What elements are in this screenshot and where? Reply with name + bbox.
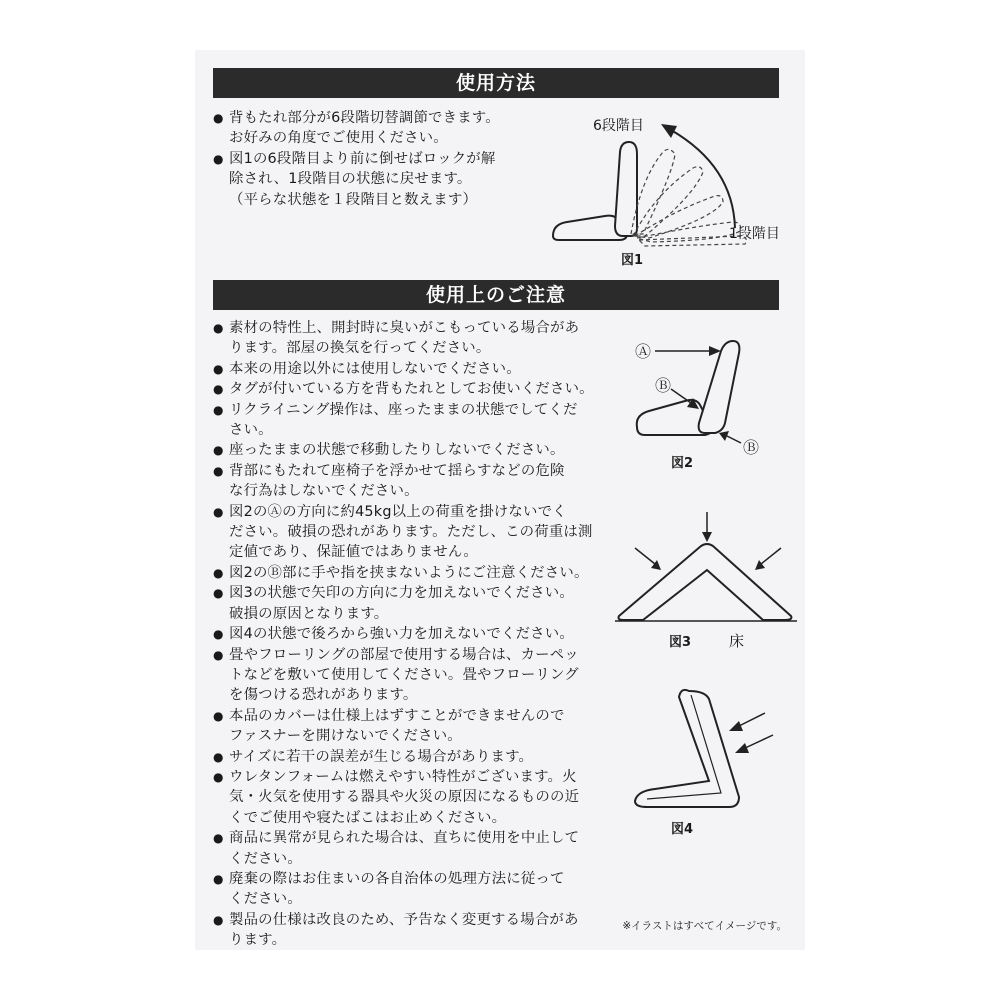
caution-line: 定値であり、保証値ではありません。 <box>229 544 478 561</box>
usage-line: 背もたれ部分が6段階切替調節できます。 <box>229 110 500 126</box>
caution-item <box>213 828 594 869</box>
bullet-icon: ● <box>213 831 224 846</box>
caution-item <box>213 910 594 951</box>
bullet-icon: ● <box>213 463 224 478</box>
caution-line: ください。 <box>229 891 302 908</box>
caution-item <box>213 461 594 502</box>
figure-3-drawing <box>613 508 803 658</box>
caution-item <box>213 440 594 460</box>
caution-line: を傷つける恐れがあります。 <box>229 687 418 704</box>
bullet-icon: ● <box>213 504 224 519</box>
bullet-icon: ● <box>213 708 224 723</box>
bullet-icon: ● <box>213 912 224 927</box>
bullet-icon: ● <box>213 443 224 458</box>
illustration-footnote: ※イラストはすべてイメージです。 <box>622 920 787 932</box>
caution-item <box>213 400 594 441</box>
caution-item <box>213 747 594 767</box>
caution-line: さい。 <box>229 422 273 439</box>
instruction-card <box>195 50 805 950</box>
caution-line: 図2のⒷ部に手や指を挟まないようにご注意ください。 <box>229 564 589 581</box>
caution-line: ります。 <box>229 932 287 949</box>
caution-item <box>213 359 594 379</box>
caution-list <box>213 318 594 951</box>
caution-line: 本来の用途以外には使用しないでください。 <box>229 360 521 377</box>
figure-1-label-1st-step: 1段階目 <box>729 226 780 242</box>
bullet-icon: ● <box>213 769 224 784</box>
bullet-icon: ● <box>213 627 224 642</box>
figure-1-drawing <box>545 118 795 268</box>
bullet-icon: ● <box>213 402 224 417</box>
caution-line: 座ったままの状態で移動したりしないでください。 <box>229 442 565 459</box>
figure-4 <box>625 685 785 840</box>
caution-item <box>213 645 594 706</box>
figure-2-caption: 図2 <box>671 456 694 471</box>
caution-line: 気・火気を使用する器具や火災の原因になるものの近 <box>229 789 580 806</box>
bullet-icon: ● <box>213 151 224 166</box>
figure-1-caption: 図1 <box>621 253 644 268</box>
caution-line: 図3の状態で矢印の方向に力を加えないでください。 <box>229 585 574 602</box>
caution-line: くでご使用や寝たばこはお止めください。 <box>229 809 507 826</box>
section-header-usage <box>213 68 779 98</box>
caution-line: 素材の特性上、開封時に臭いがこもっている場合があ <box>229 320 580 336</box>
caution-line: トなどを敷いて使用してください。畳やフローリング <box>229 666 579 683</box>
figure-1-label-6th-step: 6段階目 <box>593 118 644 134</box>
caution-line: 背部にもたれて座椅子を浮かせて揺らすなどの危険 <box>229 462 565 479</box>
bullet-icon: ● <box>213 647 224 662</box>
bullet-icon: ● <box>213 361 224 376</box>
caution-line: ウレタンフォームは燃えやすい特性がございます。火 <box>229 768 577 785</box>
caution-item <box>213 379 594 399</box>
usage-line: お好みの角度でご使用ください。 <box>229 130 448 147</box>
usage-line: （平らな状態を１段階目と数えます） <box>229 191 478 208</box>
caution-item <box>213 624 594 644</box>
caution-line: リクライニング操作は、座ったままの状態でしてくだ <box>229 401 578 418</box>
caution-line: 図4の状態で後ろから強い力を加えないでください。 <box>229 626 574 643</box>
caution-item <box>213 767 594 828</box>
caution-line: ファスナーを開けないでください。 <box>229 728 462 745</box>
bullet-icon: ● <box>213 321 224 335</box>
caution-item <box>213 563 594 583</box>
caution-line: タグが付いている方を背もたれとしてお使いください。 <box>229 381 594 398</box>
usage-line: 図1の6段階目より前に倒せばロックが解 <box>229 150 496 167</box>
bullet-icon: ● <box>213 382 224 397</box>
figure-4-caption: 図4 <box>671 822 694 837</box>
usage-item <box>213 108 500 149</box>
section-header-cautions <box>213 280 779 310</box>
usage-instructions <box>213 108 500 210</box>
section-title-usage: 使用方法 <box>455 72 536 94</box>
figure-4-drawing <box>625 685 785 840</box>
bullet-icon: ● <box>213 871 224 886</box>
caution-item <box>213 583 594 624</box>
figure-3-floor-label: 床 <box>729 632 745 650</box>
bullet-icon: ● <box>213 565 224 580</box>
caution-line: 図2のⒶの方向に約45kg以上の荷重を掛けないでく <box>229 503 567 520</box>
caution-line: 製品の仕様は改良のため、予告なく変更する場合があ <box>229 911 579 928</box>
bullet-icon: ● <box>213 586 224 601</box>
figure-2-label-a: Ⓐ <box>635 342 652 361</box>
caution-line: ください。 <box>229 850 302 867</box>
caution-line: 商品に異常が見られた場合は、直ちに使用を中止して <box>229 830 580 847</box>
figure-2-drawing <box>625 335 785 485</box>
figure-2-label-b-top: Ⓑ <box>655 376 672 395</box>
caution-line: 畳やフローリングの部屋で使用する場合は、カーペッ <box>229 646 579 663</box>
bullet-icon: ● <box>213 111 224 125</box>
caution-line: 破損の原因となります。 <box>229 605 389 622</box>
figure-2-label-b-bottom: Ⓑ <box>743 438 760 457</box>
caution-item <box>213 502 594 563</box>
caution-item <box>213 318 594 359</box>
caution-line: な行為はしないでください。 <box>229 483 419 500</box>
figure-3-caption: 図3 <box>669 635 692 650</box>
caution-line: 廃棄の際はお住まいの各自治体の処理方法に従って <box>229 870 565 887</box>
caution-item <box>213 869 594 910</box>
caution-line: 本品のカバーは仕様上はずすことができませんので <box>229 707 565 724</box>
figure-3 <box>613 508 803 658</box>
caution-line: ります。部屋の換気を行ってください。 <box>229 340 491 357</box>
bullet-icon: ● <box>213 749 224 764</box>
figure-1 <box>545 118 795 268</box>
caution-item <box>213 706 594 747</box>
usage-item <box>213 149 500 210</box>
caution-line: ださい。破損の恐れがあります。ただし、この荷重は測 <box>229 524 593 541</box>
usage-line: 除され、1段階目の状態に戻せます。 <box>229 171 472 188</box>
section-title-cautions: 使用上のご注意 <box>425 284 566 306</box>
figure-2 <box>625 335 785 485</box>
caution-line: サイズに若干の誤差が生じる場合があります。 <box>229 748 534 765</box>
